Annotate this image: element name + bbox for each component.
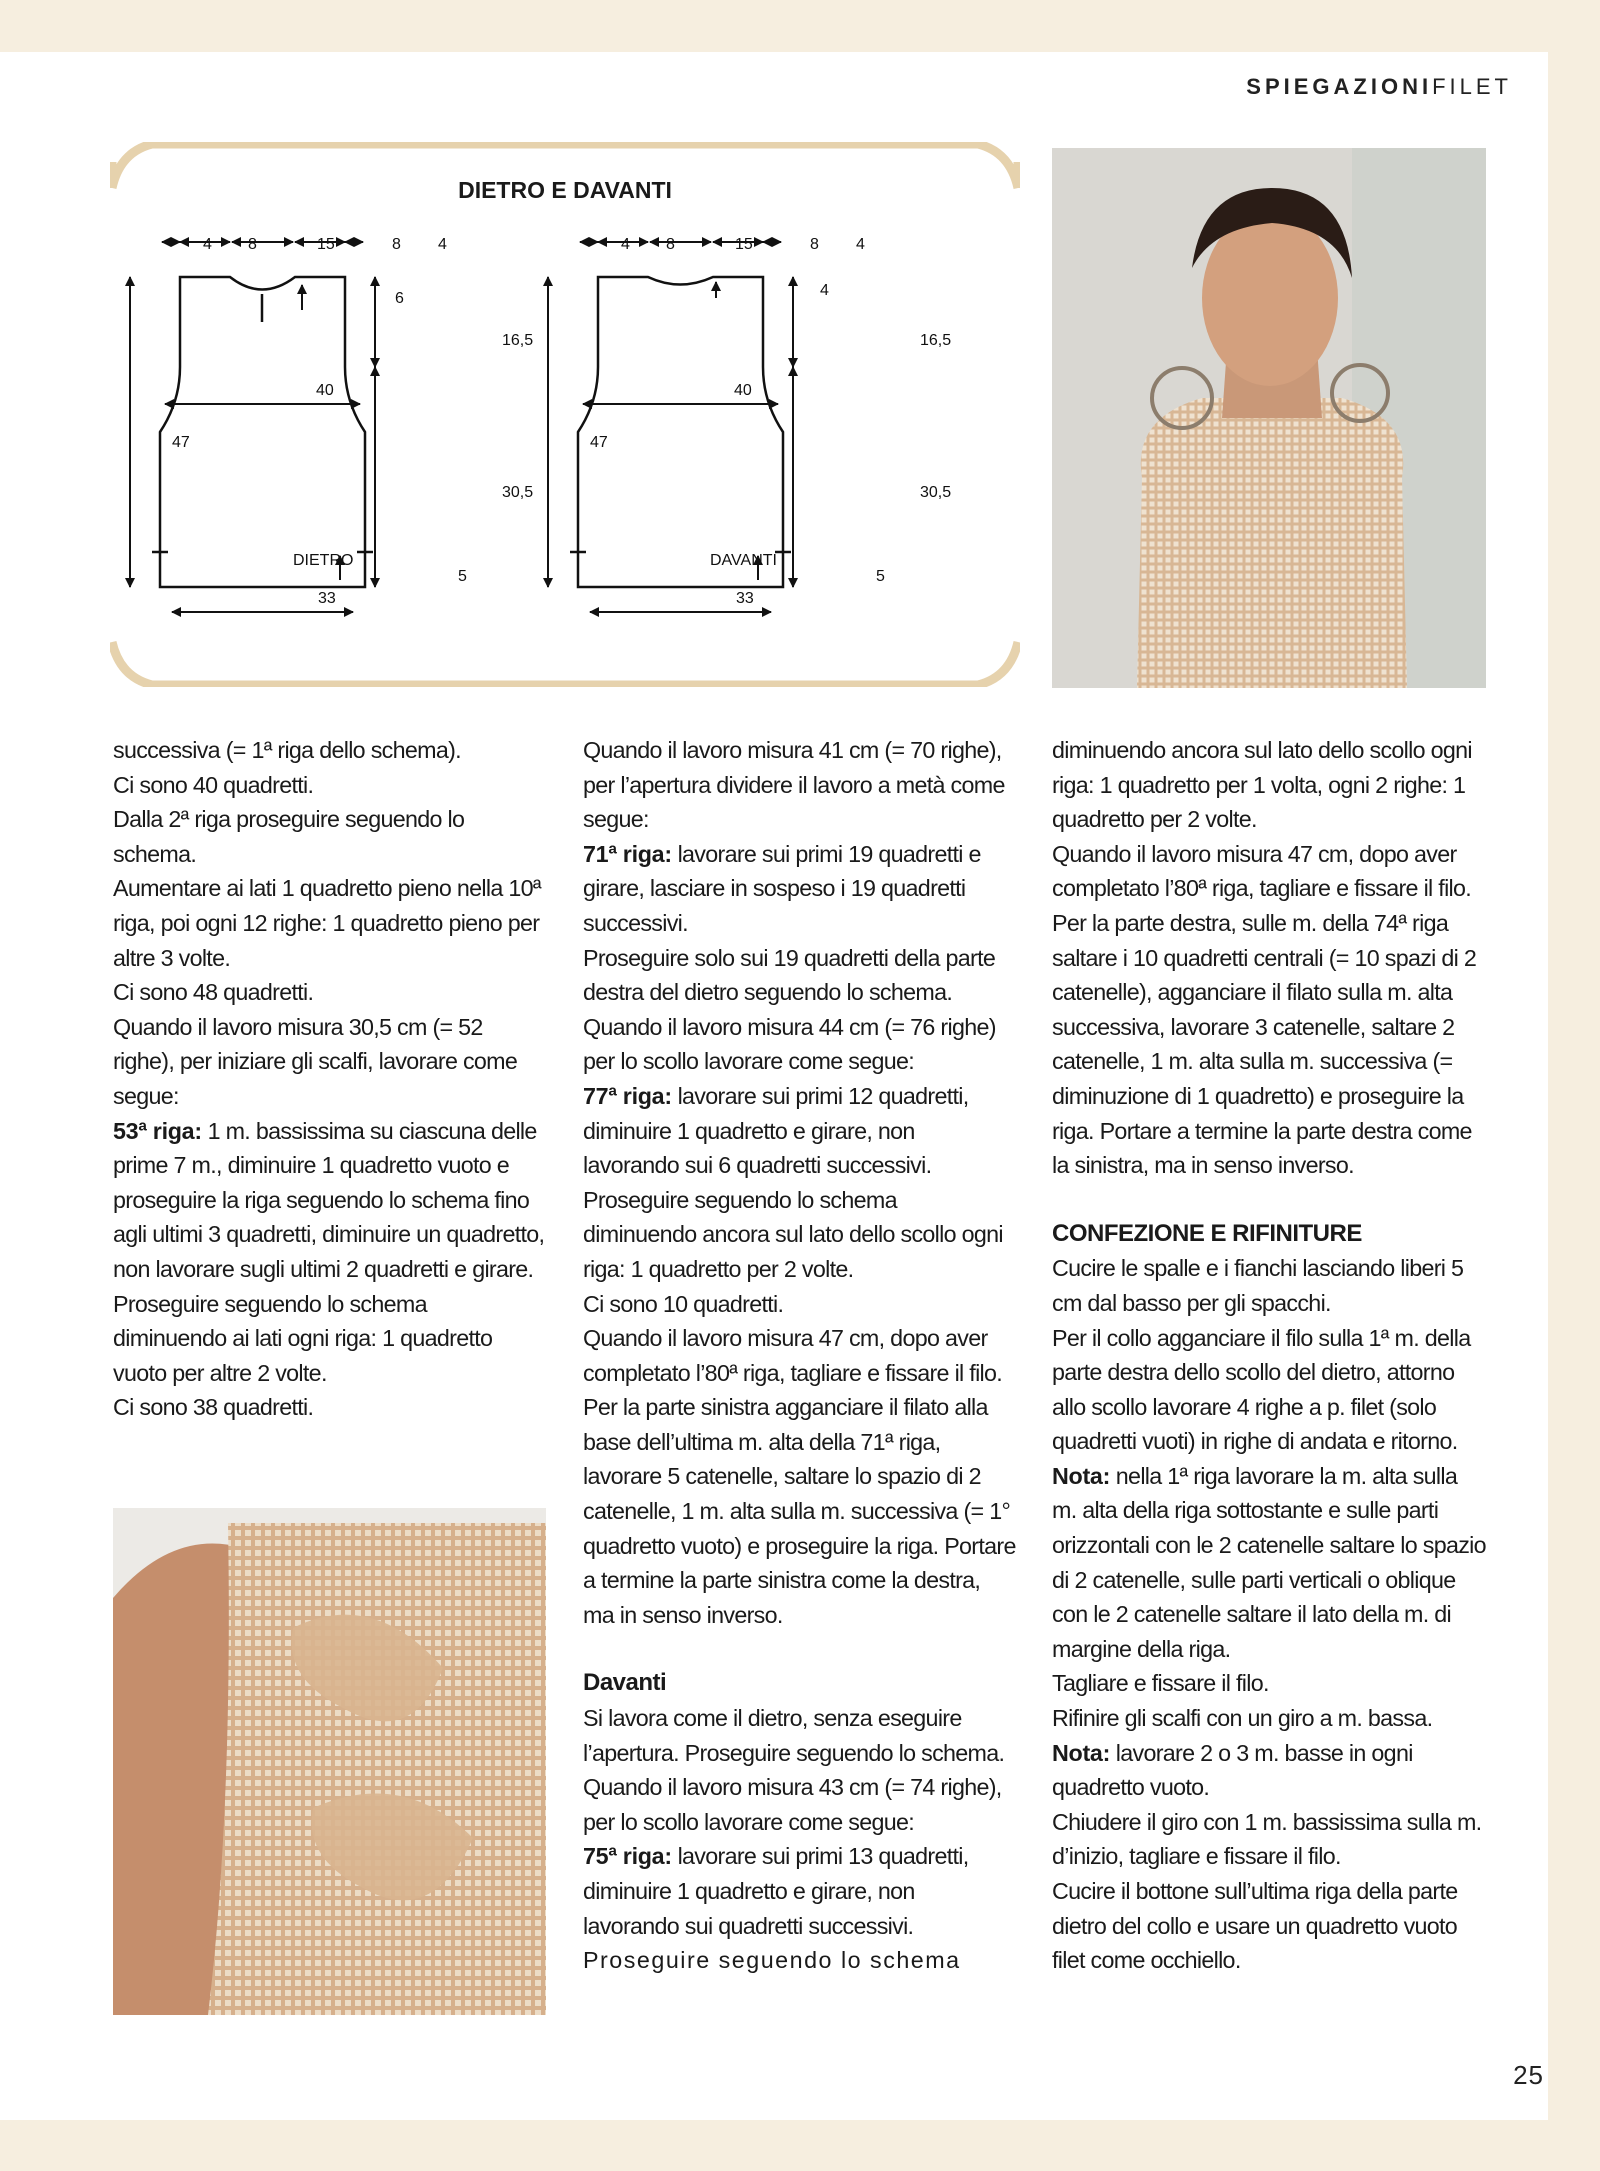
paragraph (1052, 1459, 1487, 1667)
note-label: Nota: (1052, 1739, 1111, 1766)
back-slit: 5 (458, 568, 467, 585)
schema-title: DIETRO E DAVANTI (458, 177, 672, 203)
front-top-3: 15 (735, 236, 753, 253)
front-bottom: 33 (736, 590, 754, 607)
back-piece (152, 277, 373, 587)
paragraph: Proseguire seguendo lo schema (583, 1947, 961, 1974)
text-column-3 (1052, 733, 1487, 1978)
paragraph: Tagliare e fissare il filo. (1052, 1670, 1269, 1697)
row-text: lavorare sui primi 13 quadretti, diminuire 1 quadretto e girare, non lavorando sui quadretti successivi. (583, 1843, 969, 1939)
back-label: DIETRO (293, 552, 354, 569)
paragraph: Quando il lavoro misura 41 cm (= 70 righe), per l’apertura dividere il lavoro a metà come segue: (583, 737, 1005, 833)
front-top-5: 4 (856, 236, 865, 253)
front-top-1: 4 (621, 236, 630, 253)
paragraph: Quando il lavoro misura 47 cm, dopo aver completato l’80ª riga, tagliare e fissare il filo. (1052, 840, 1472, 902)
back-bottom: 33 (318, 590, 336, 607)
paragraph (1052, 1736, 1487, 1805)
front-piece (570, 277, 791, 587)
note-text: nella 1ª riga lavorare la m. alta sulla m. alta della riga sottostante e sulle parti orizzontali con le 2 catenelle saltare lo spazio di 2 catenelle, sulle parti verticali o oblique con le 2 catenelle saltare il lato della m. di margine della riga. (1052, 1462, 1486, 1662)
paragraph: diminuendo ancora sul lato dello scollo ogni riga: 1 quadretto per 1 volta, ogni 2 righe: 1 quadretto per 2 volte. (1052, 737, 1472, 833)
back-neck-depth: 6 (395, 290, 404, 307)
section-heading-front: Davanti (583, 1669, 667, 1697)
paragraph: Cucire il bottone sull’ultima riga della parte dietro del collo e usare un quadretto vuoto filet come occhiello. (1052, 1878, 1458, 1974)
back-top-3: 15 (317, 236, 335, 253)
paragraph (583, 1839, 1016, 1943)
back-top-5: 4 (438, 236, 447, 253)
paragraph: Rifinire gli scalfi con un giro a m. bassa. (1052, 1705, 1433, 1732)
back-height: 47 (172, 434, 190, 451)
front-width: 40 (734, 382, 752, 399)
front-top-2: 8 (666, 236, 675, 253)
front-neck-depth: 4 (820, 282, 829, 299)
paragraph: successiva (= 1ª riga dello schema). (113, 737, 461, 763)
paragraph: Cucire le spalle e i fianchi lasciando liberi 5 cm dal basso per gli spacchi. (1052, 1255, 1464, 1316)
header-subsection: FILET (1432, 74, 1512, 99)
row-text: lavorare sui primi 12 quadretti, diminuire 1 quadretto e girare, non lavorando sui 6 quadretti successivi. Proseguire seguendo lo schema diminuendo ancora sul lato dello scollo ogni riga: 1 quadretto per 2 volte. (583, 1082, 1003, 1282)
section-header (1246, 74, 1512, 100)
note-text: lavorare 2 o 3 m. basse in ogni quadretto vuoto. (1052, 1739, 1413, 1801)
schema-diagram (110, 142, 1020, 687)
back-armhole: 16,5 (502, 332, 534, 349)
detail-photo (113, 1508, 546, 2015)
section-heading-finish: CONFEZIONE E RIFINITURE (1052, 1219, 1362, 1247)
paragraph (583, 1079, 1016, 1287)
text-column-2 (583, 733, 1016, 1978)
paragraph: Quando il lavoro misura 44 cm (= 76 righe) per lo scollo lavorare come segue: (583, 1013, 996, 1075)
back-top-2: 8 (248, 236, 257, 253)
row-label: 77ª riga: (583, 1082, 672, 1109)
row-label: 71ª riga: (583, 840, 672, 867)
paragraph: Per il collo agganciare il filo sulla 1ª m. della parte destra dello scollo del dietro, attorno allo scollo lavorare 4 righe a p. filet (solo quadretti vuoti) in righe di andata e ritorno. (1052, 1324, 1471, 1455)
front-armhole: 16,5 (920, 332, 952, 349)
paragraph (583, 837, 1016, 941)
back-top-4: 8 (392, 236, 401, 253)
paragraph: Ci sono 10 quadretti. (583, 1290, 784, 1317)
back-lower: 30,5 (502, 484, 534, 501)
page-number: 25 (1513, 2060, 1544, 2090)
front-label: DAVANTI (710, 552, 777, 569)
paragraph: Per la parte sinistra agganciare il filato alla base dell’ultima m. alta della 71ª riga, lavorare 5 catenelle, saltare lo spazio di 2 catenelle, 1 m. alta sulla m. successiva (= 1° quadretto vuoto) e proseguire la riga. Portare a termine la parte sinistra come la destra, ma in senso inverso. (583, 1394, 1016, 1628)
paragraph: Si lavora come il dietro, senza eseguire l’apertura. Proseguire seguendo lo schema. Quando il lavoro misura 43 cm (= 74 righe), per lo scollo lavorare come segue: (583, 1705, 1005, 1835)
front-height: 47 (590, 434, 608, 451)
back-width: 40 (316, 382, 334, 399)
paragraph: Ci sono 38 quadretti. (113, 1394, 314, 1421)
model-photo (1052, 148, 1486, 688)
back-top-1: 4 (203, 236, 212, 253)
paragraph: Ci sono 40 quadretti. (113, 771, 314, 798)
paragraph: Proseguire seguendo lo schema diminuendo ai lati ogni riga: 1 quadretto vuoto per altre 2 volte. (113, 1290, 493, 1386)
schema-frame (110, 142, 1020, 687)
paragraph: Quando il lavoro misura 47 cm, dopo aver completato l’80ª riga, tagliare e fissare il filo. (583, 1325, 1003, 1386)
front-slit: 5 (876, 568, 885, 585)
row-text: lavorare sui primi 19 quadretti e girare, lasciare in sospeso i 19 quadretti successivi. (583, 840, 981, 936)
row-label: 53ª riga: (113, 1117, 202, 1144)
paragraph: Dalla 2ª riga proseguire seguendo lo schema. (113, 806, 465, 867)
row-label: 75ª riga: (583, 1843, 672, 1870)
paragraph: Ci sono 48 quadretti. (113, 979, 314, 1006)
row-text: 1 m. bassissima su ciascuna delle prime 7 m., diminuire 1 quadretto vuoto e proseguire la riga seguendo lo schema fino agli ultimi 3 quadretti, diminuire un quadretto, non lavorare sugli ultimi 2 quadretti e girare. (113, 1117, 545, 1282)
front-top-4: 8 (810, 236, 819, 253)
paragraph (113, 1114, 546, 1287)
paragraph: Per la parte destra, sulle m. della 74ª riga saltare i 10 quadretti centrali (= 10 spazi di 2 catenelle), agganciare il filato sulla m. alta successiva, lavorare 3 catenelle, saltare 2 catenelle, 1 m. alta sulla m. successiva (= diminuzione di 1 quadretto) e proseguire la riga. Portare a termine la parte destra come la sinistra, ma in senso inverso. (1052, 909, 1477, 1179)
note-label: Nota: (1052, 1462, 1111, 1489)
paragraph: Quando il lavoro misura 30,5 cm (= 52 righe), per iniziare gli scalfi, lavorare come segue: (113, 1013, 518, 1109)
front-lower: 30,5 (920, 484, 952, 501)
paragraph: Chiudere il giro con 1 m. bassissima sulla m. d’inizio, tagliare e fissare il filo. (1052, 1808, 1482, 1870)
paragraph: Aumentare ai lati 1 quadretto pieno nella 10ª riga, poi ogni 12 righe: 1 quadretto pieno per altre 3 volte. (113, 875, 541, 971)
text-column-1 (113, 733, 546, 1425)
paragraph: Proseguire solo sui 19 quadretti della parte destra del dietro seguendo lo schema. (583, 944, 996, 1006)
header-section: SPIEGAZIONI (1246, 74, 1433, 99)
